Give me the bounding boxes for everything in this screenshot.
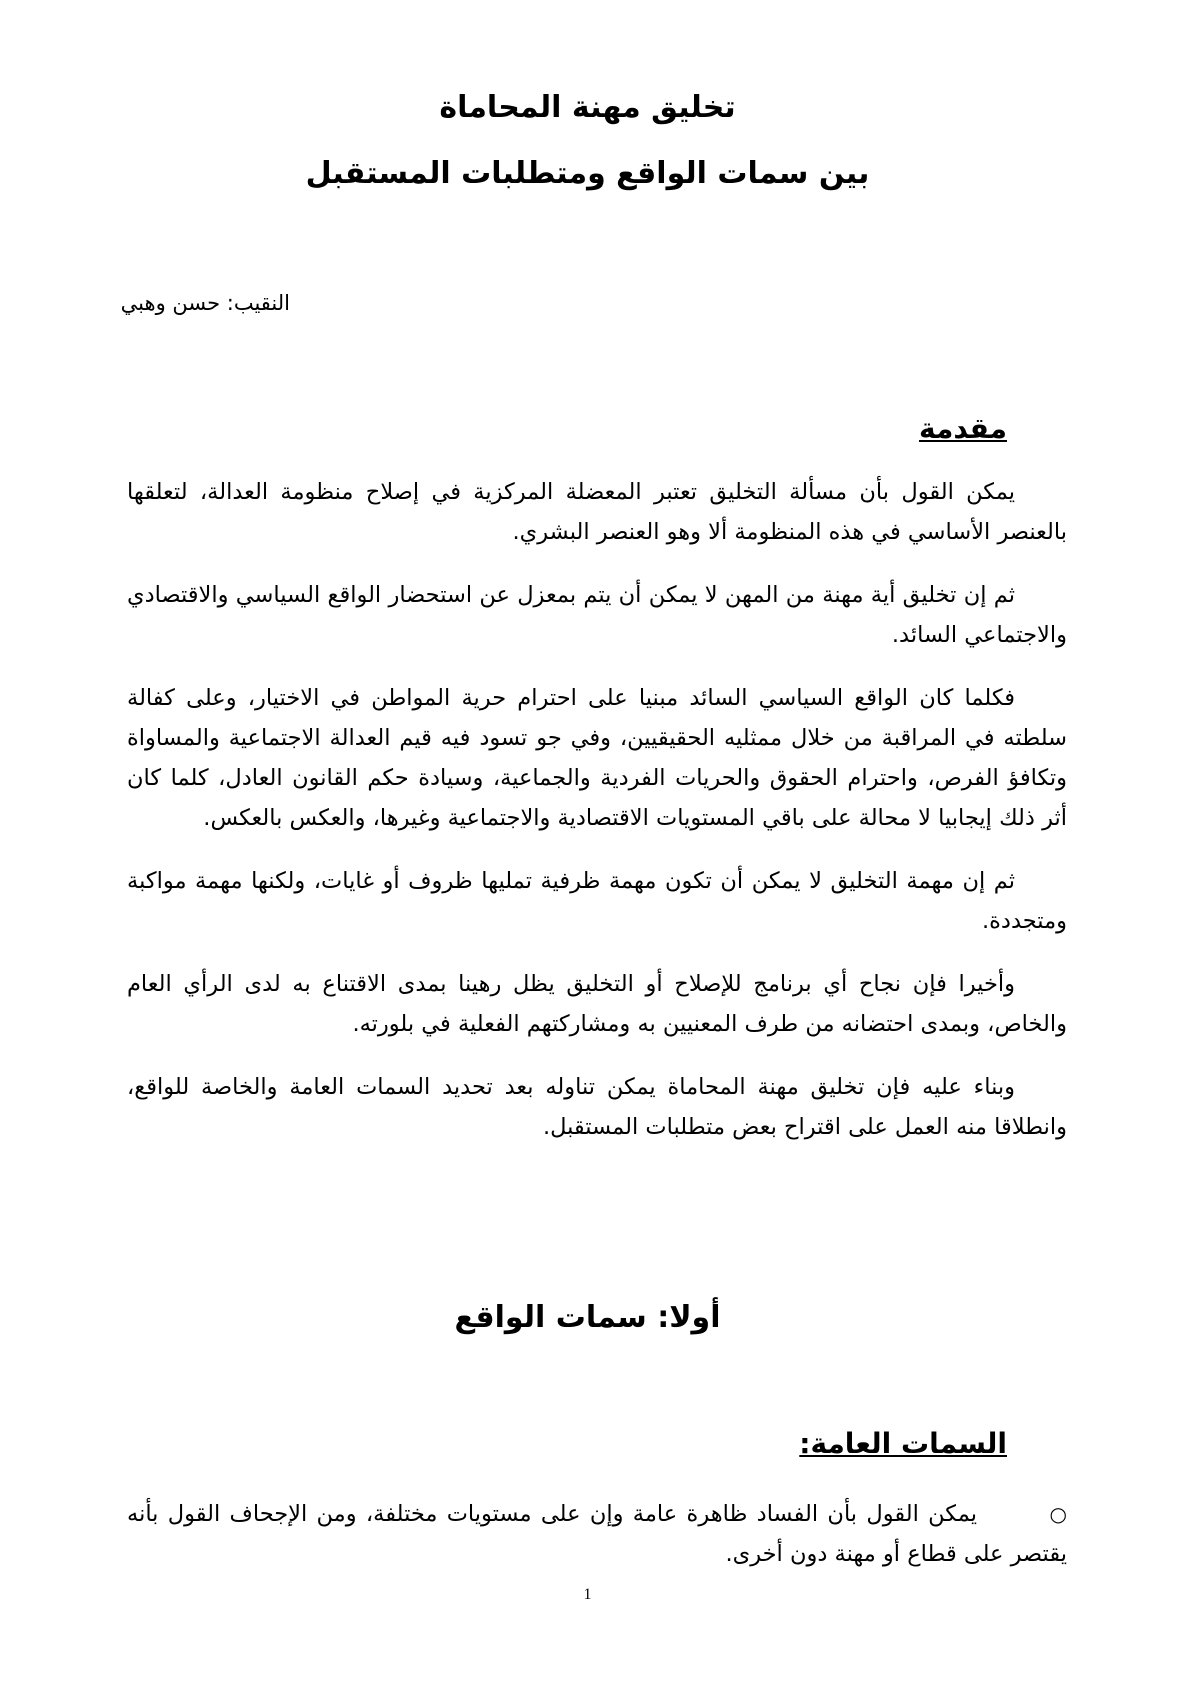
paragraph: وبناء عليه فإن تخليق مهنة المحاماة يمكن تناوله بعد تحديد السمات العامة والخاصة للواقع، وانطلاقا منه العمل على اقتراح بعض متطلبات المستقبل.: [127, 1074, 1067, 1140]
paragraph: ثم إن تخليق أية مهنة من المهن لا يمكن أن يتم بمعزل عن استحضار الواقع السياسي والاقتصادي والاجتماعي السائد.: [127, 582, 1067, 648]
page-number: 1: [583, 1586, 592, 1603]
document-subtitle: بين سمات الواقع ومتطلبات المستقبل: [305, 156, 870, 191]
intro-heading: مقدمة: [919, 412, 1007, 445]
part-heading: أولا: سمات الواقع: [454, 1300, 721, 1335]
hollow-circle-bullet-icon: ○: [1049, 1502, 1067, 1526]
paragraph: فكلما كان الواقع السياسي السائد مبنيا على احترام حرية المواطن في الاختيار، وعلى كفالة سلطته في المراقبة من خلال ممثليه الحقيقيين، وفي جو تسود فيه قيم العدالة الاجتماعية والمساواة وتكافؤ الفرص، واحترام الحقوق والحريات الفردية والجماعية، وسيادة حكم القانون العادل، كلما كان أثر ذلك إيجابيا لا محالة على باقي المستويات الاقتصادية والاجتماعية وغيرها، والعكس بالعكس.: [127, 685, 1067, 831]
intro-body: [127, 472, 1067, 1170]
general-traits-heading: السمات العامة:: [799, 1427, 1007, 1460]
bullet-item: [127, 1494, 1067, 1574]
bullet-text: يمكن القول بأن الفساد ظاهرة عامة وإن على مستويات مختلفة، ومن الإجحاف القول بأنه يقتصر على قطاع أو مهنة دون أخرى.: [127, 1501, 1067, 1567]
bullet-list: [127, 1494, 1067, 1574]
paragraph: يمكن القول بأن مسألة التخليق تعتبر المعضلة المركزية في إصلاح منظومة العدالة، لتعلقها بالعنصر الأساسي في هذه المنظومة ألا وهو العنصر البشري.: [127, 479, 1067, 545]
document-title: تخليق مهنة المحاماة: [439, 90, 736, 125]
author-line: النقيب: حسن وهبي: [120, 291, 290, 315]
paragraph: وأخيرا فإن نجاح أي برنامج للإصلاح أو التخليق يظل رهينا بمدى الاقتناع به لدى الرأي العام والخاص، وبمدى احتضانه من طرف المعنيين به ومشاركتهم الفعلية في بلورته.: [127, 971, 1067, 1037]
paragraph: ثم إن مهمة التخليق لا يمكن أن تكون مهمة ظرفية تمليها ظروف أو غايات، ولكنها مهمة مواكبة ومتجددة.: [127, 868, 1067, 934]
